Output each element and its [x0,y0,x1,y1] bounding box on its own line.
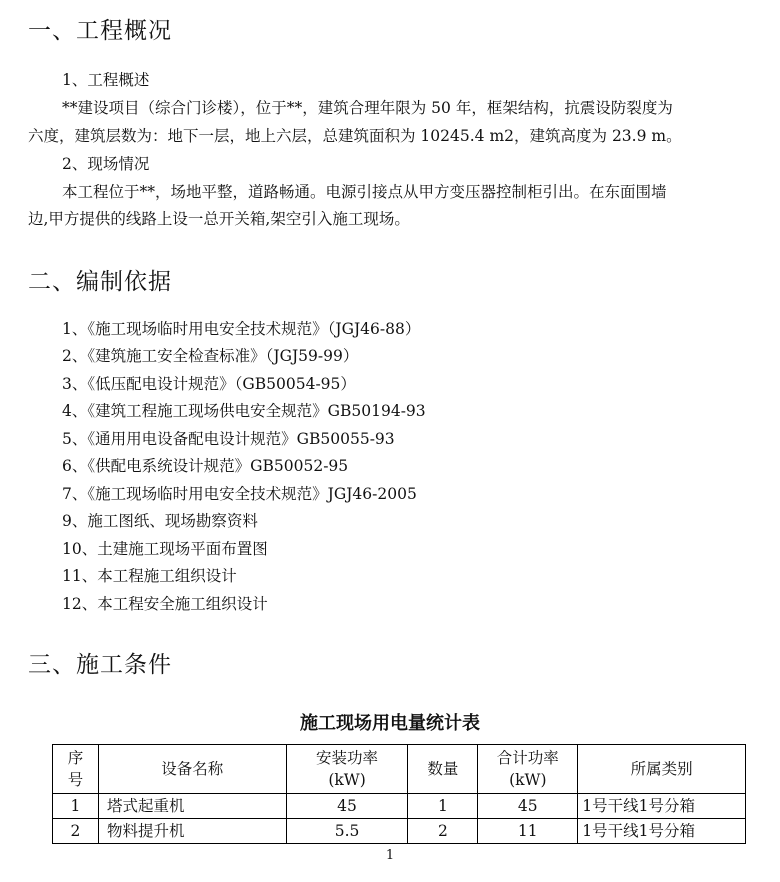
cell-qty: 1 [408,794,478,819]
reference-item: 9、施工图纸、现场勘察资料 [62,512,258,530]
cell-seq: 1 [53,794,99,819]
cell-total: 11 [478,819,578,844]
column-header-power-unit: (kW) [328,771,366,789]
reference-item: 4、《建筑工程施工现场供电安全规范》GB50194-93 [62,402,426,420]
reference-item: 6、《供配电系统设计规范》GB50052-95 [62,457,349,475]
cell-name: 塔式起重机 [98,794,286,819]
section-heading-conditions: 三、施工条件 [28,652,172,678]
column-header-seq-top: 序 [67,749,84,767]
reference-item: 7、《施工现场临时用电安全技术规范》JGJ46-2005 [62,485,417,503]
reference-item: 2、《建筑施工安全检查标准》（JGJ59-99） [62,347,359,365]
reference-item: 1、《施工现场临时用电安全技术规范》（JGJ46-88） [62,320,421,338]
reference-item: 3、《低压配电设计规范》（GB50054-95） [62,375,356,393]
column-header-total-top: 合计功率 [496,749,559,767]
column-header-power-top: 安装功率 [316,749,379,767]
cell-qty: 2 [408,819,478,844]
site-conditions-line-2: 边,甲方提供的线路上设一总开关箱,架空引入施工现场。 [28,210,410,228]
cell-category: 1号干线1号分箱 [578,819,746,844]
subheading-site-conditions: 2、现场情况 [62,155,150,173]
table-header-row [53,745,746,794]
column-header-seq-bottom: 号 [67,771,84,789]
reference-item: 12、本工程安全施工组织设计 [62,595,268,613]
cell-power: 5.5 [286,819,408,844]
column-header-total-unit: (kW) [509,771,547,789]
table-title: 施工现场用电量统计表 [300,713,480,734]
page-number: 1 [385,848,395,863]
column-header-name: 设备名称 [98,745,286,794]
cell-name: 物料提升机 [98,819,286,844]
table-row [53,819,746,844]
section-heading-basis: 二、编制依据 [28,269,172,295]
column-header-power [286,745,408,794]
cell-seq: 2 [53,819,99,844]
subheading-project-overview: 1、工程概述 [62,71,150,89]
cell-category: 1号干线1号分箱 [578,794,746,819]
site-conditions-line-1: 本工程位于**，场地平整，道路畅通。电源引接点从甲方变压器控制柜引出。在东面围墙 [62,183,667,201]
section-heading-overview: 一、工程概况 [28,18,172,44]
column-header-qty: 数量 [408,745,478,794]
table-row [53,794,746,819]
cell-power: 45 [286,794,408,819]
cell-total: 45 [478,794,578,819]
power-usage-table [52,744,746,844]
reference-item: 10、土建施工现场平面布置图 [62,540,268,558]
column-header-category: 所属类别 [578,745,746,794]
project-overview-line-1: **建设项目（综合门诊楼），位于**，建筑合理年限为 50 年，框架结构，抗震设防裂度为 [62,99,673,117]
project-overview-line-2: 六度，建筑层数为：地下一层，地上六层，总建筑面积为 10245.4 m2，建筑高度为 23.9 m。 [28,127,682,145]
column-header-total [478,745,578,794]
column-header-seq [53,745,99,794]
reference-item: 11、本工程施工组织设计 [62,567,237,585]
reference-item: 5、《通用用电设备配电设计规范》GB50055-93 [62,430,395,448]
